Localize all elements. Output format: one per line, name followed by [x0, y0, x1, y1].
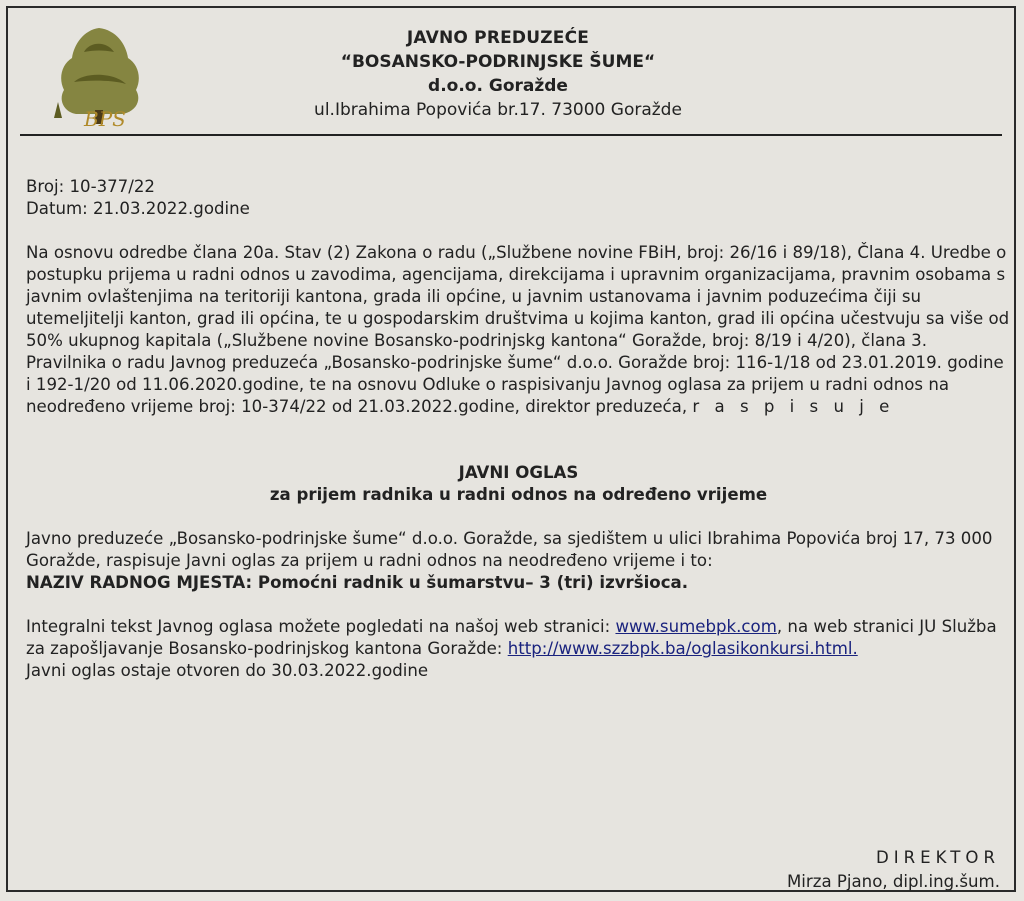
links-paragraph: [26, 616, 1011, 660]
employment-service-link[interactable]: http://www.szzbpk.ba/oglasikonkursi.html.: [507, 639, 858, 658]
deadline-text: Javni oglas ostaje otvoren do 30.03.2022.godine: [26, 661, 429, 680]
company-website-link[interactable]: www.sumebpk.com: [615, 617, 777, 636]
company-name: “BOSANSKO-PODRINJSKE ŠUME“: [340, 52, 656, 72]
company-legal-form: d.o.o. Goražde: [428, 76, 568, 96]
document-body: [26, 176, 1011, 682]
announcement-subtitle: za prijem radnika u radni odnos na određeno vrijeme: [269, 485, 768, 504]
company-type: JAVNO PREDUZEĆE: [406, 28, 590, 48]
position-title: NAZIV RADNOG MJESTA: Pomoćni radnik u šumarstvu– 3 (tri) izvršioca.: [26, 573, 689, 592]
header-divider: [20, 134, 1002, 136]
links-prefix: Integralni tekst Javnog oglasa možete pogledati na našoj web stranici:: [26, 617, 616, 636]
document-date: Datum: 21.03.2022.godine: [26, 199, 250, 218]
ad-frame: [6, 6, 1016, 892]
reference-number: Broj: 10-377/22: [26, 177, 155, 196]
company-address: ul.Ibrahima Popovića br.17. 73000 Goražde: [314, 100, 682, 120]
announcement-title: JAVNI OGLAS: [458, 463, 579, 482]
company-header: [148, 26, 848, 122]
announcement-paragraph: Javno preduzeće „Bosansko-podrinjske šume“ d.o.o. Goražde, sa sjedištem u ulici Ibrahima Popovića broj 17, 73 000 Goražde, raspisuje Javni oglas za prijem u radni odnos na neodređeno vrijeme i to:: [26, 529, 993, 570]
legal-basis-paragraph: [26, 242, 1011, 418]
signature-title: DIREKTOR: [875, 848, 1000, 867]
signature-block: [787, 846, 1000, 894]
links-middle: , na web stranici JU Služba za zapošljavanje Bosansko-podrinjskog kantona Goražde:: [26, 617, 997, 658]
tree-logo-icon: [44, 22, 154, 132]
logo-lettering: BPS: [84, 107, 126, 131]
legal-basis-text: Na osnovu odredbe člana 20a. Stav (2) Zakona o radu („Službene novine FBiH, broj: 26/16 i 89/18), Člana 4. Uredbe o postupku prijema u radni odnos u zavodima, agencijama, direkcijama i upravnim organizacijama, pravnim osobama s javnim ovlaštenjima na teritoriji kantona, grada ili općine, u javnim ustanovama i javnim poduzećima čiji su utemeljitelji kanton, grad ili općina, te u gospodarskim društvima u kojima kanton, grad ili općina učestvuju sa više od 50% ukupnog kapitala („Službene novine Bosansko-podrinjskg kantona“ Goražde, broj: 8/19 i 4/20), člana 3. Pravilnika o radu Javnog preduzeća „Bosansko-podrinjske šume“ d.o.o. Goražde broj: 116-1/18 od 23.01.2019. godine i 192-1/20 od 11.06.2020.godine, te na osnovu Odluke o raspisivanju Javnog oglasa za prijem u radni odnos na neodređeno vrijeme broj: 10-374/22 od 21.03.2022.godine, direktor preduzeća,: [26, 243, 1010, 416]
signature-name: Mirza Pjano, dipl.ing.šum.: [786, 872, 1000, 891]
raspisuje-word: r a s p i s u j e: [692, 397, 895, 416]
